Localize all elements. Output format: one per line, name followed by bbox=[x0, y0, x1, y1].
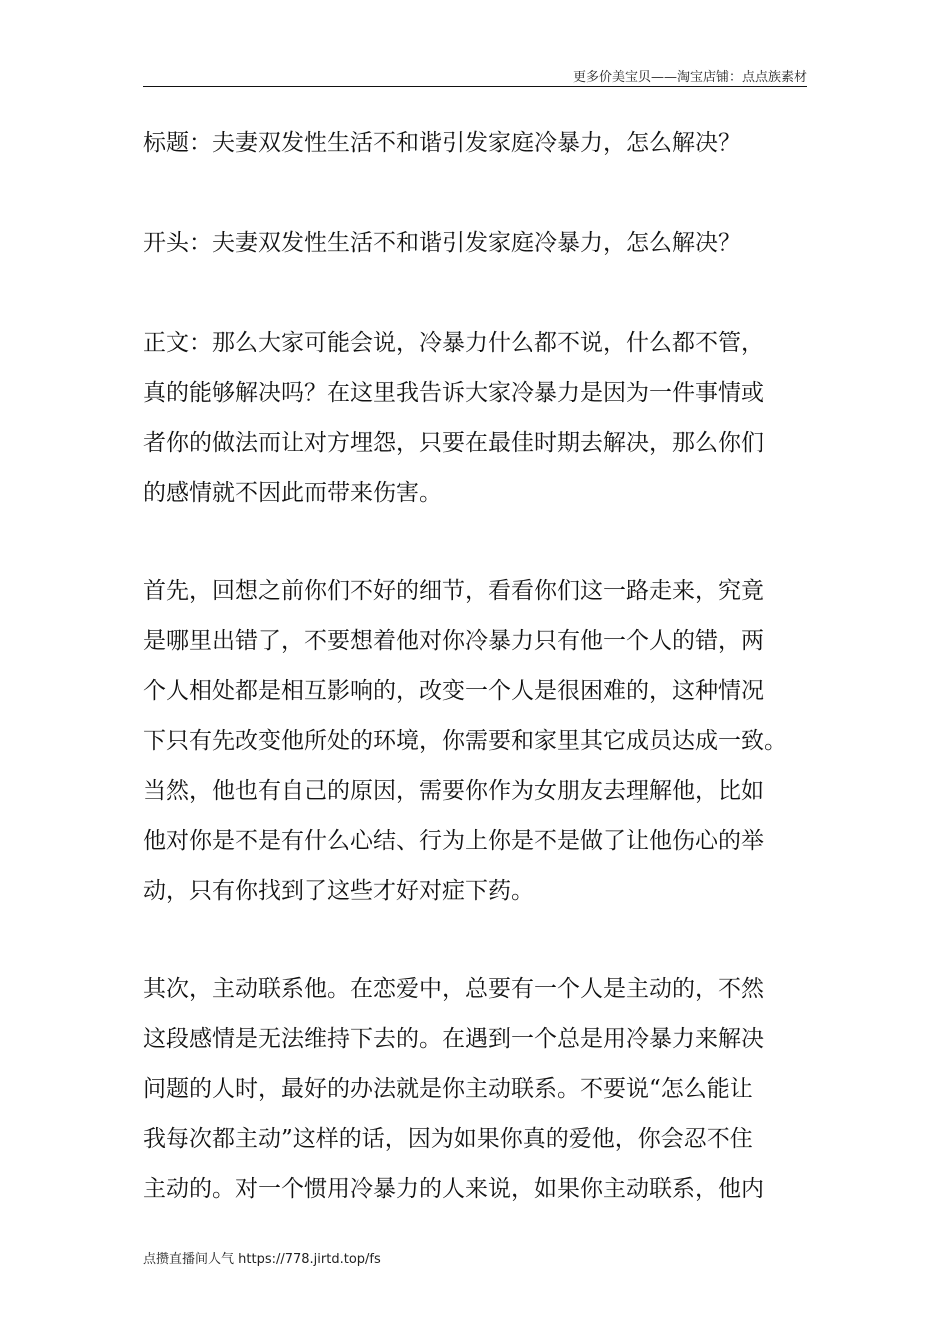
paragraph-line: 动，只有你找到了这些才好对症下药。 bbox=[143, 878, 534, 904]
header-text: 更多价美宝贝——淘宝店铺：点点族素材 bbox=[572, 70, 807, 85]
page-header bbox=[143, 66, 807, 86]
paragraph-line: 个人相处都是相互影响的，改变一个人是很困难的，这种情况 bbox=[143, 678, 764, 704]
paragraph-line: 其次，主动联系他。在恋爱中，总要有一个人是主动的，不然 bbox=[143, 976, 764, 1002]
paragraph-line: 者你的做法而让对方埋怨，只要在最佳时期去解决，那么你们 bbox=[143, 430, 764, 456]
opening-text: 开头：夫妻双发性生活不和谐引发家庭冷暴力，怎么解决？ bbox=[143, 230, 741, 256]
page-footer bbox=[143, 1248, 381, 1267]
paragraph-line: 是哪里出错了，不要想着他对你冷暴力只有他一个人的错，两 bbox=[143, 628, 764, 654]
paragraph-line: 首先，回想之前你们不好的细节，看看你们这一路走来，究竟 bbox=[143, 578, 764, 604]
footer-text: 点攒直播间人气 https://778.jirtd.top/fs bbox=[143, 1252, 381, 1267]
paragraph-line: 的感情就不因此而带来伤害。 bbox=[143, 480, 442, 506]
title-line bbox=[143, 118, 823, 168]
paragraph-line: 真的能够解决吗？在这里我告诉大家冷暴力是因为一件事情或 bbox=[143, 380, 764, 406]
paragraph-line: 他对你是不是有什么心结、行为上你是不是做了让他伤心的举 bbox=[143, 828, 764, 854]
paragraph-second bbox=[143, 964, 823, 1214]
title-text: 标题：夫妻双发性生活不和谐引发家庭冷暴力，怎么解决？ bbox=[143, 130, 741, 156]
paragraph-line: 问题的人时，最好的办法就是你主动联系。不要说“怎么能让 bbox=[143, 1076, 753, 1102]
paragraph-line: 正文：那么大家可能会说，冷暴力什么都不说，什么都不管， bbox=[143, 330, 764, 356]
paragraph-line: 我每次都主动”这样的话，因为如果你真的爱他，你会忍不住 bbox=[143, 1126, 753, 1152]
opening-line bbox=[143, 218, 823, 268]
paragraph-line: 下只有先改变他所处的环境，你需要和家里其它成员达成一致。 bbox=[143, 728, 787, 754]
paragraph-first bbox=[143, 566, 823, 916]
header-rule bbox=[143, 86, 807, 87]
paragraph-main bbox=[143, 318, 823, 518]
paragraph-line: 主动的。对一个惯用冷暴力的人来说，如果你主动联系，他内 bbox=[143, 1176, 764, 1202]
paragraph-line: 当然，他也有自己的原因，需要你作为女朋友去理解他，比如 bbox=[143, 778, 764, 804]
paragraph-line: 这段感情是无法维持下去的。在遇到一个总是用冷暴力来解决 bbox=[143, 1026, 764, 1052]
